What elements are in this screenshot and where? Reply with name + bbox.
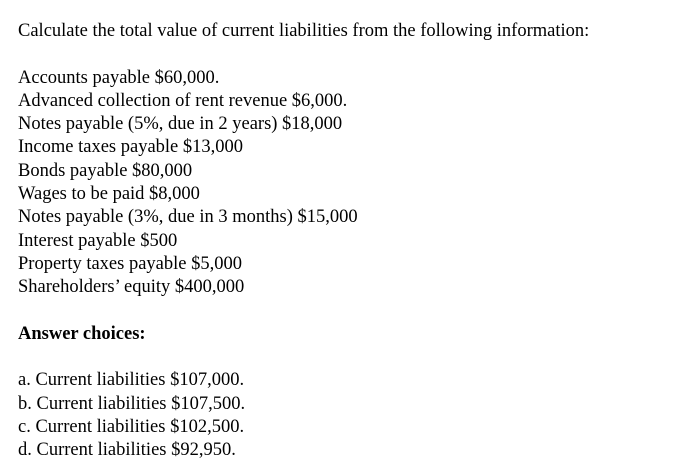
list-item: Wages to be paid $8,000 xyxy=(18,184,200,205)
list-item: Bonds payable $80,000 xyxy=(18,160,193,181)
list-item: Interest payable $500 xyxy=(18,230,178,251)
list-item: Property taxes payable $5,000 xyxy=(18,253,242,274)
answer-choice-c: c. Current liabilities $102,500. xyxy=(18,417,245,438)
question-text: Calculate the total value of current liabilities from the following information: xyxy=(18,21,590,41)
spacer xyxy=(18,346,688,369)
answer-choice-d: d. Current liabilities $92,950. xyxy=(18,440,236,461)
answer-choice-b: b. Current liabilities $107,500. xyxy=(18,393,246,414)
list-item: Shareholders’ equity $400,000 xyxy=(18,277,245,298)
spacer xyxy=(18,43,688,66)
list-item: Advanced collection of rent revenue $6,000. xyxy=(18,90,348,111)
answer-heading: Answer choices: xyxy=(18,323,146,344)
liabilities-list xyxy=(18,67,688,300)
spacer xyxy=(18,300,688,323)
answer-choices xyxy=(18,369,688,462)
list-item: Notes payable (5%, due in 2 years) $18,000 xyxy=(18,114,343,135)
list-item: Accounts payable $60,000. xyxy=(18,67,220,88)
answer-choice-a: a. Current liabilities $107,000. xyxy=(18,370,245,391)
list-item: Income taxes payable $13,000 xyxy=(18,137,244,158)
list-item: Notes payable (3%, due in 3 months) $15,000 xyxy=(18,207,358,228)
document-body xyxy=(18,20,688,463)
